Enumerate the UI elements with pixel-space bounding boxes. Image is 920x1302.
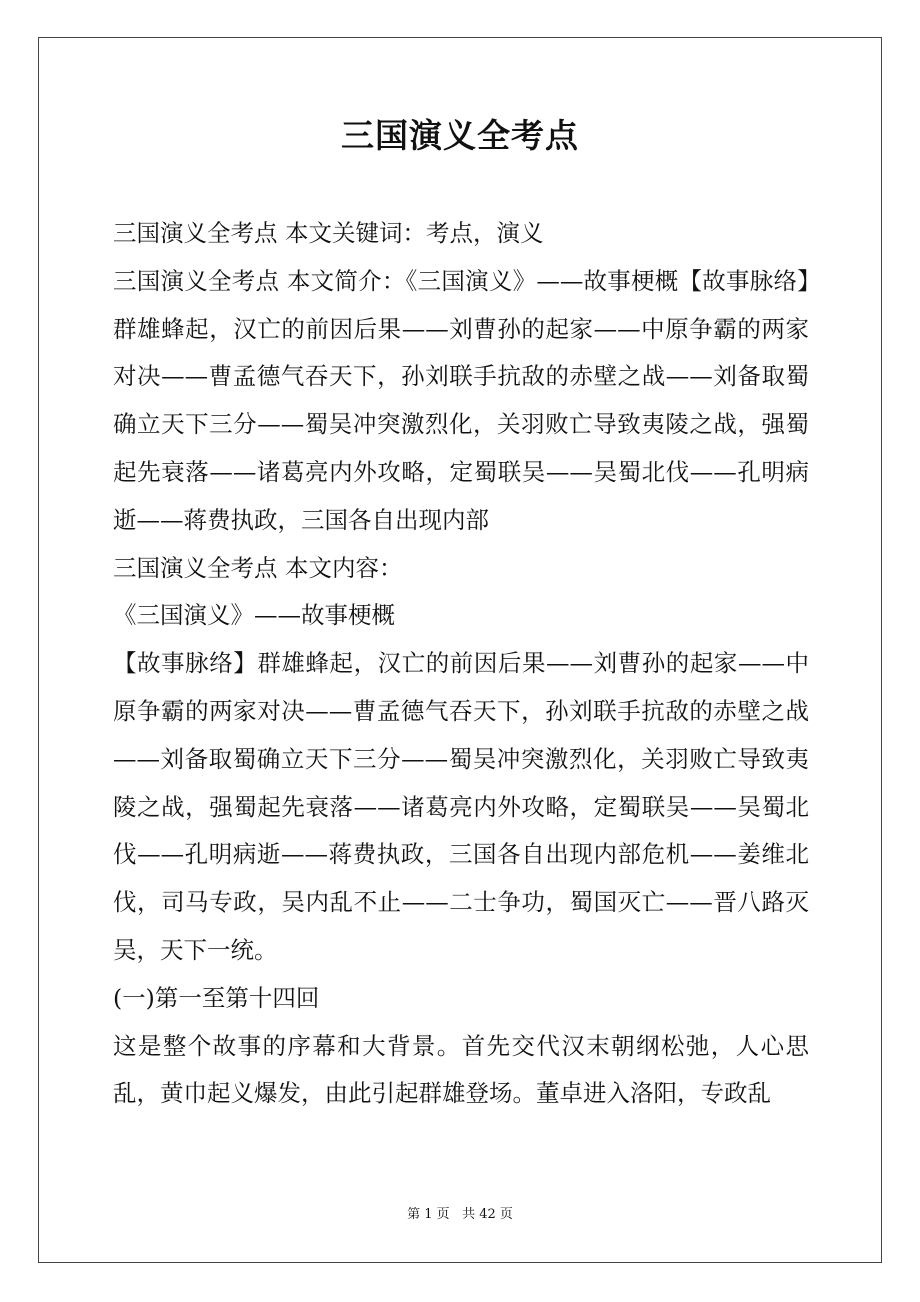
chapter-paragraph: 这是整个故事的序幕和大背景。首先交代汉末朝纲松弛，人心思乱，黄巾起义爆发，由此引起群雄登场。董卓进入洛阳，专政乱 [113,1031,809,1108]
document-body [113,210,809,1118]
page-total: 共 42 页 [462,1207,513,1222]
keywords-paragraph: 三国演义全考点 本文关键词：考点，演义 [113,219,544,247]
content-heading: 三国演义全考点 本文内容： [113,553,403,582]
document-title: 三国演义全考点 [341,116,579,155]
summary-paragraph: 三国演义全考点 本文简介：《三国演义》——故事梗概【故事脉络】群雄蜂起，汉亡的前因后果——刘曹孙的起家——中原争霸的两家对决——曹孟德气吞天下，孙刘联手抗敌的赤壁之战——刘备取蜀确立天下三分——蜀吴冲突激烈化，关羽败亡导致夷陵之战，强蜀起先衰落——诸葛亮内外攻略，定蜀联吴——吴蜀北伐——孔明病逝——蒋费执政，三国各自出现内部 [113,266,809,534]
page-footer [0,1205,920,1225]
story-outline-paragraph: 【故事脉络】群雄蜂起，汉亡的前因后果——刘曹孙的起家——中原争霸的两家对决——曹孟德气吞天下，孙刘联手抗敌的赤壁之战——刘备取蜀确立天下三分——蜀吴冲突激烈化，关羽败亡导致夷陵之战，强蜀起先衰落——诸葛亮内外攻略，定蜀联吴——吴蜀北伐——孔明病逝——蒋费执政，三国各自出现内部危机——姜维北伐，司马专政，吴内乱不止——二士争功，蜀国灭亡——晋八路灭吴，天下一统。 [113,649,809,964]
section-heading: 《三国演义》——故事梗概 [113,601,395,630]
page-number: 第 1 页 [407,1207,450,1222]
chapter-heading: (一)第一至第十四回 [113,983,320,1012]
